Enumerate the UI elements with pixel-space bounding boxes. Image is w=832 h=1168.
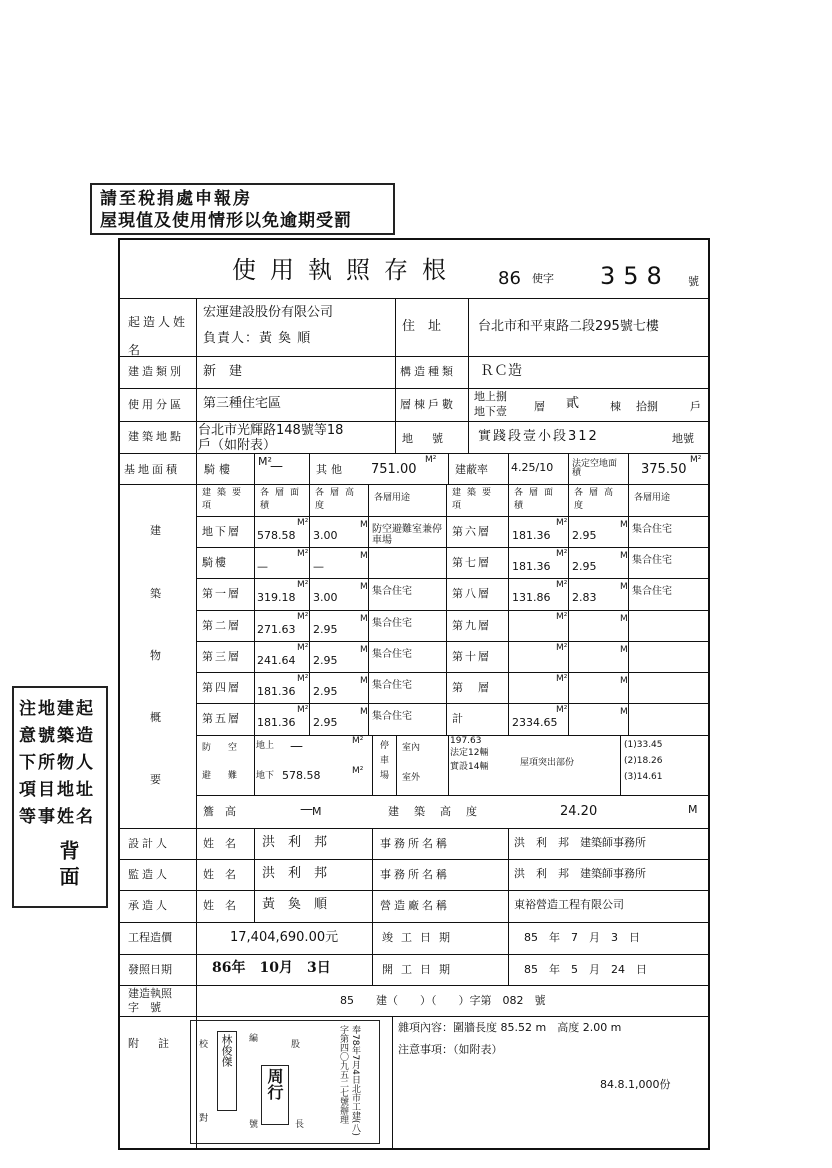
cost-value: 17,404,690.00元 bbox=[230, 930, 339, 945]
floor-area: 181.36 bbox=[512, 560, 551, 573]
rule bbox=[508, 828, 509, 985]
floor-height: 2.95 bbox=[313, 716, 338, 729]
floor-area-unit: M² bbox=[297, 580, 309, 590]
rule bbox=[628, 484, 629, 735]
header-use: 各層用途 bbox=[374, 493, 411, 503]
coverage-value: 4.25/10 bbox=[511, 461, 554, 474]
floors-label: 層棟戶數 bbox=[400, 398, 456, 411]
floor-name: 第一層 bbox=[202, 587, 241, 600]
summary-char: 建 bbox=[150, 524, 161, 537]
rule bbox=[568, 484, 569, 735]
floor-area: 181.36 bbox=[512, 529, 551, 542]
floor-height-unit: M bbox=[360, 645, 368, 655]
start-date: 85 年 5 月 24 日 bbox=[524, 963, 647, 976]
zone-label: 使用分區 bbox=[128, 398, 184, 411]
floor-use: 防空避難室兼停車場 bbox=[372, 524, 442, 546]
rule bbox=[196, 672, 710, 673]
shelter-below-label: 地下 bbox=[256, 771, 275, 781]
floor-unit: 層 bbox=[534, 400, 545, 413]
floor-name: 第九層 bbox=[452, 619, 491, 632]
rule bbox=[372, 735, 373, 795]
header-area: 各層面積 bbox=[260, 488, 306, 511]
rule bbox=[118, 421, 710, 422]
other-unit: M² bbox=[425, 455, 437, 465]
structure-label: 構造種類 bbox=[400, 365, 456, 378]
floor-area-unit: M² bbox=[556, 705, 568, 715]
roof-label: 屋項突出部份 bbox=[520, 758, 575, 768]
floor-name: 地下層 bbox=[202, 525, 241, 538]
floor-area: 181.36 bbox=[257, 685, 296, 698]
floor-area: 241.64 bbox=[257, 654, 296, 667]
chief-stamp bbox=[261, 1065, 289, 1125]
floor-height: 2.83 bbox=[572, 591, 597, 604]
tax-notice-line1: 請至稅捐處申報房 bbox=[100, 189, 252, 209]
address-label: 住 址 bbox=[402, 319, 442, 334]
sign-check: 校 bbox=[199, 1040, 209, 1050]
rule bbox=[118, 890, 710, 891]
permit-number-value: 85 建（ ）（ ）字第 082 號 bbox=[340, 994, 546, 1007]
floor-name: 第二層 bbox=[202, 619, 241, 632]
rule bbox=[254, 828, 255, 922]
rule bbox=[196, 795, 710, 796]
designer-label: 設計人 bbox=[128, 837, 170, 850]
building-unit: 棟 bbox=[610, 400, 621, 413]
floor-height: 3.00 bbox=[313, 591, 338, 604]
rule bbox=[118, 453, 710, 454]
floor-use: 集合住宅 bbox=[372, 711, 412, 722]
header-item: 建築要項 bbox=[202, 488, 248, 511]
eave-height-value: — bbox=[300, 802, 313, 817]
open-space-unit: M² bbox=[690, 455, 702, 465]
build-type-label: 建造類別 bbox=[128, 365, 184, 378]
floor-height: 3.00 bbox=[313, 529, 338, 542]
floor-use: 集合住宅 bbox=[372, 649, 412, 660]
floor-area-unit: M² bbox=[297, 643, 309, 653]
tax-notice-stamp bbox=[90, 183, 395, 235]
rule bbox=[568, 453, 569, 485]
rule bbox=[196, 547, 710, 548]
regulation-note: 奉78年7月4日北市工建(八)字第四〇九五二七號辦理 bbox=[338, 1025, 360, 1136]
reviewer-stamp-text: 林俊傑 bbox=[220, 1034, 233, 1067]
shelter-above-label: 地上 bbox=[256, 741, 275, 751]
start-label: 開工日期 bbox=[382, 963, 458, 976]
building-height-value: 24.20 bbox=[560, 804, 598, 819]
floor-use: 集合住宅 bbox=[372, 586, 412, 597]
permit-label-2: 字 號 bbox=[128, 1001, 161, 1014]
notes-label: 附 註 bbox=[128, 1037, 173, 1050]
unit-unit: 戶 bbox=[690, 400, 701, 413]
designer-office-label: 事務所名稱 bbox=[380, 837, 450, 850]
floor-height-unit: M bbox=[620, 645, 628, 655]
floor-name: 騎樓 bbox=[202, 556, 228, 569]
floor-use: 集合住宅 bbox=[372, 618, 412, 629]
parking-indoor-1: 197.63 bbox=[450, 736, 482, 746]
lot-unit: 地號 bbox=[672, 432, 694, 445]
rule bbox=[628, 453, 629, 485]
rule bbox=[118, 954, 710, 955]
rule bbox=[396, 735, 397, 795]
floor-area: 131.86 bbox=[512, 591, 551, 604]
chief-stamp-text: 周行 bbox=[265, 1068, 284, 1100]
coverage-label: 建蔽率 bbox=[455, 463, 488, 476]
rule bbox=[309, 453, 310, 485]
supervisor-office-label: 事務所名稱 bbox=[380, 868, 450, 881]
open-space-label: 法定空地面積 bbox=[572, 459, 618, 478]
floor-area: 2334.65 bbox=[512, 716, 558, 729]
summary-char: 概 bbox=[150, 711, 161, 724]
contractor-office: 東裕營造工程有限公司 bbox=[514, 898, 624, 911]
rule bbox=[196, 641, 710, 642]
rule bbox=[368, 484, 369, 735]
open-space-value: 375.50 bbox=[641, 462, 687, 477]
sign-number: 編 bbox=[249, 1034, 259, 1044]
contractor-name-label: 姓 名 bbox=[203, 899, 236, 912]
designer-name: 洪 利 邦 bbox=[262, 835, 328, 850]
address-value: 台北市和平東路二段295號七樓 bbox=[478, 319, 659, 334]
contractor-name: 黃 奐 順 bbox=[262, 897, 328, 912]
floor-area-unit: M² bbox=[297, 549, 309, 559]
issue-label: 發照日期 bbox=[128, 963, 172, 976]
floor-name: 第七層 bbox=[452, 556, 491, 569]
floor-height: 2.95 bbox=[572, 560, 597, 573]
summary-char: 要 bbox=[150, 773, 161, 786]
rule bbox=[118, 484, 710, 485]
roof-2: (2)18.26 bbox=[624, 756, 663, 766]
print-info: 84.8.1,000份 bbox=[600, 1078, 671, 1091]
rule bbox=[448, 453, 449, 485]
site-area-label: 基地面積 bbox=[124, 463, 180, 476]
rule bbox=[118, 356, 710, 357]
rule bbox=[392, 1016, 393, 1150]
parking-indoor-2: 法定12輛 bbox=[450, 748, 489, 758]
designer-office: 洪 利 邦 建築師事務所 bbox=[514, 836, 646, 849]
floor-use: 集合住宅 bbox=[632, 555, 672, 566]
rule bbox=[468, 298, 469, 453]
shelter-below-unit: M² bbox=[352, 766, 364, 776]
shelter-label2: 避 難 bbox=[202, 771, 242, 781]
floor-height-unit: M bbox=[620, 707, 628, 717]
owner-company: 宏運建設股份有限公司 bbox=[203, 305, 334, 320]
rule bbox=[196, 703, 710, 704]
misc-content: 雜項內容：圍牆長度 85.52 m 高度 2.00 m bbox=[398, 1021, 622, 1034]
floor-name: 第三層 bbox=[202, 650, 241, 663]
rule bbox=[620, 735, 621, 795]
completion-label: 竣工日期 bbox=[382, 931, 458, 944]
site-label: 建築地點 bbox=[128, 430, 184, 443]
floors-above: 地上捌 bbox=[474, 390, 507, 403]
floor-area-unit: M² bbox=[556, 674, 568, 684]
floor-height-unit: M bbox=[360, 676, 368, 686]
designer-name-label: 姓 名 bbox=[203, 837, 236, 850]
floor-area: — bbox=[257, 560, 268, 573]
floor-use: 集合住宅 bbox=[372, 680, 412, 691]
floor-height-unit: M bbox=[360, 614, 368, 624]
header-height: 各層高度 bbox=[315, 488, 361, 511]
rule bbox=[254, 453, 255, 485]
site-value-line1: 台北市光輝路148號等18 bbox=[198, 423, 344, 438]
reviewer-stamp bbox=[217, 1031, 237, 1111]
arcade-value: — bbox=[270, 459, 283, 474]
unit-count: 拾捌 bbox=[636, 400, 658, 413]
floor-area-unit: M² bbox=[556, 580, 568, 590]
floor-area-unit: M² bbox=[556, 549, 568, 559]
floor-area-unit: M² bbox=[556, 643, 568, 653]
floor-name: 第六層 bbox=[452, 525, 491, 538]
rule bbox=[508, 453, 509, 485]
floor-use: 集合住宅 bbox=[632, 524, 672, 535]
arcade-label: 騎樓 bbox=[204, 463, 234, 476]
floor-height-unit: M bbox=[360, 551, 368, 561]
rule bbox=[118, 388, 710, 389]
floor-height-unit: M bbox=[360, 582, 368, 592]
other-value: 751.00 bbox=[371, 462, 417, 477]
owner-label: 起造人姓名 bbox=[128, 315, 189, 357]
shelter-above-unit: M² bbox=[352, 736, 364, 746]
floor-height-unit: M bbox=[620, 520, 628, 530]
zone-value: 第三種住宅區 bbox=[203, 396, 282, 411]
site-value-line2: 戶（如附表） bbox=[198, 438, 277, 453]
cost-label: 工程造價 bbox=[128, 931, 172, 944]
rule bbox=[395, 298, 396, 453]
rule bbox=[446, 484, 447, 735]
issue-date: 86年 10月 3日 bbox=[212, 960, 331, 976]
supervisor-name-label: 姓 名 bbox=[203, 868, 236, 881]
rule bbox=[196, 516, 710, 517]
notice-content: 注意事項：（如附表） bbox=[398, 1043, 503, 1056]
permit-number-suffix: 號 bbox=[688, 275, 699, 288]
floor-height: 2.95 bbox=[313, 654, 338, 667]
floor-area: 271.63 bbox=[257, 623, 296, 636]
floors-below: 地下壹 bbox=[474, 405, 507, 418]
build-type-value: 新 建 bbox=[203, 364, 243, 379]
floor-height-unit: M bbox=[360, 520, 368, 530]
rule bbox=[118, 859, 710, 860]
structure-value: ＲＣ造 bbox=[480, 363, 522, 379]
rule bbox=[254, 484, 255, 795]
permit-year: 86 bbox=[498, 268, 521, 289]
signature-block bbox=[190, 1020, 380, 1144]
parking-indoor-3: 實設14輛 bbox=[450, 762, 489, 772]
floor-area-unit: M² bbox=[297, 674, 309, 684]
floor-area-unit: M² bbox=[556, 518, 568, 528]
floor-name: 計 bbox=[452, 712, 465, 725]
floor-area: 578.58 bbox=[257, 529, 296, 542]
floor-name: 第八層 bbox=[452, 587, 491, 600]
floor-name: 第五層 bbox=[202, 712, 241, 725]
contractor-label: 承造人 bbox=[128, 899, 170, 912]
supervisor-name: 洪 利 邦 bbox=[262, 866, 328, 881]
eave-height-label: 簷 高 bbox=[203, 805, 236, 818]
completion-date: 85 年 7 月 3 日 bbox=[524, 931, 640, 944]
floor-area-unit: M² bbox=[297, 518, 309, 528]
floor-area: 319.18 bbox=[257, 591, 296, 604]
summary-char: 築 bbox=[150, 587, 161, 600]
rule bbox=[372, 828, 373, 985]
floor-name: 第十層 bbox=[452, 650, 491, 663]
floor-area-unit: M² bbox=[297, 705, 309, 715]
rule bbox=[118, 985, 710, 986]
shelter-label1: 防 空 bbox=[202, 743, 242, 753]
building-count: 貳 bbox=[566, 396, 580, 411]
contractor-office-label: 營造廠名稱 bbox=[380, 899, 450, 912]
sign-section-2: 長 bbox=[295, 1120, 305, 1130]
building-height-label: 建 築 高 度 bbox=[388, 805, 479, 818]
side-note-back: 背面 bbox=[56, 840, 80, 892]
lot-label: 地 號 bbox=[402, 432, 447, 445]
floor-height: 2.95 bbox=[313, 685, 338, 698]
supervisor-office: 洪 利 邦 建築師事務所 bbox=[514, 867, 646, 880]
floor-area-unit: M² bbox=[297, 612, 309, 622]
header-height-right: 各層高度 bbox=[574, 488, 620, 511]
rule bbox=[118, 1016, 710, 1017]
rule bbox=[309, 484, 310, 735]
other-label: 其他 bbox=[316, 463, 346, 476]
header-area-right: 各層面積 bbox=[514, 488, 560, 511]
permit-kind: 使字 bbox=[532, 272, 554, 285]
floor-height-unit: M bbox=[620, 676, 628, 686]
floor-height-unit: M bbox=[360, 707, 368, 717]
arcade-unit: M² bbox=[258, 455, 272, 468]
floor-area: 181.36 bbox=[257, 716, 296, 729]
floor-use: 集合住宅 bbox=[632, 586, 672, 597]
rule bbox=[196, 610, 710, 611]
shelter-below-value: 578.58 bbox=[282, 769, 321, 782]
floor-area-unit: M² bbox=[556, 612, 568, 622]
sign-number-2: 號 bbox=[249, 1120, 259, 1130]
floor-name: 第四層 bbox=[202, 681, 241, 694]
tax-notice-line2: 屋現值及使用情形以免逾期受罰 bbox=[100, 211, 352, 231]
floor-height: 2.95 bbox=[572, 529, 597, 542]
building-height-unit: M bbox=[688, 803, 698, 816]
floor-height: 2.95 bbox=[313, 623, 338, 636]
rule bbox=[508, 484, 509, 735]
roof-1: (1)33.45 bbox=[624, 740, 663, 750]
parking-label: 停車場 bbox=[378, 740, 388, 785]
rule bbox=[118, 298, 710, 299]
rule bbox=[118, 828, 710, 829]
permit-title: 使用執照存根 bbox=[232, 256, 460, 284]
header-use-right: 各層用途 bbox=[634, 493, 671, 503]
header-item-right: 建築要項 bbox=[452, 488, 498, 511]
rule bbox=[196, 578, 710, 579]
permit-label-1: 建造執照 bbox=[128, 987, 172, 1000]
parking-outdoor-label: 室外 bbox=[402, 773, 421, 783]
rule bbox=[448, 735, 449, 795]
parking-indoor-label: 室內 bbox=[402, 743, 421, 753]
floor-height: — bbox=[313, 560, 324, 573]
sign-check-2: 對 bbox=[199, 1114, 209, 1124]
floor-name: 第 層 bbox=[452, 681, 491, 694]
floor-height-unit: M bbox=[620, 582, 628, 592]
shelter-above-value: — bbox=[290, 739, 303, 754]
permit-number: 358 bbox=[600, 262, 670, 290]
side-note-text: 注地建起意號築造下所物人項目地址等事姓名 bbox=[19, 699, 95, 827]
floor-height-unit: M bbox=[620, 551, 628, 561]
eave-height-unit: M bbox=[312, 805, 322, 818]
supervisor-label: 監造人 bbox=[128, 868, 170, 881]
rule bbox=[118, 922, 710, 923]
side-note-stamp bbox=[12, 686, 108, 908]
summary-char: 物 bbox=[150, 649, 161, 662]
sign-section: 股 bbox=[291, 1040, 301, 1050]
floor-height-unit: M bbox=[620, 614, 628, 624]
owner-rep: 負責人：黃 奐 順 bbox=[203, 331, 312, 346]
lot-value: 實踐段壹小段312 bbox=[478, 429, 599, 444]
roof-3: (3)14.61 bbox=[624, 772, 663, 782]
